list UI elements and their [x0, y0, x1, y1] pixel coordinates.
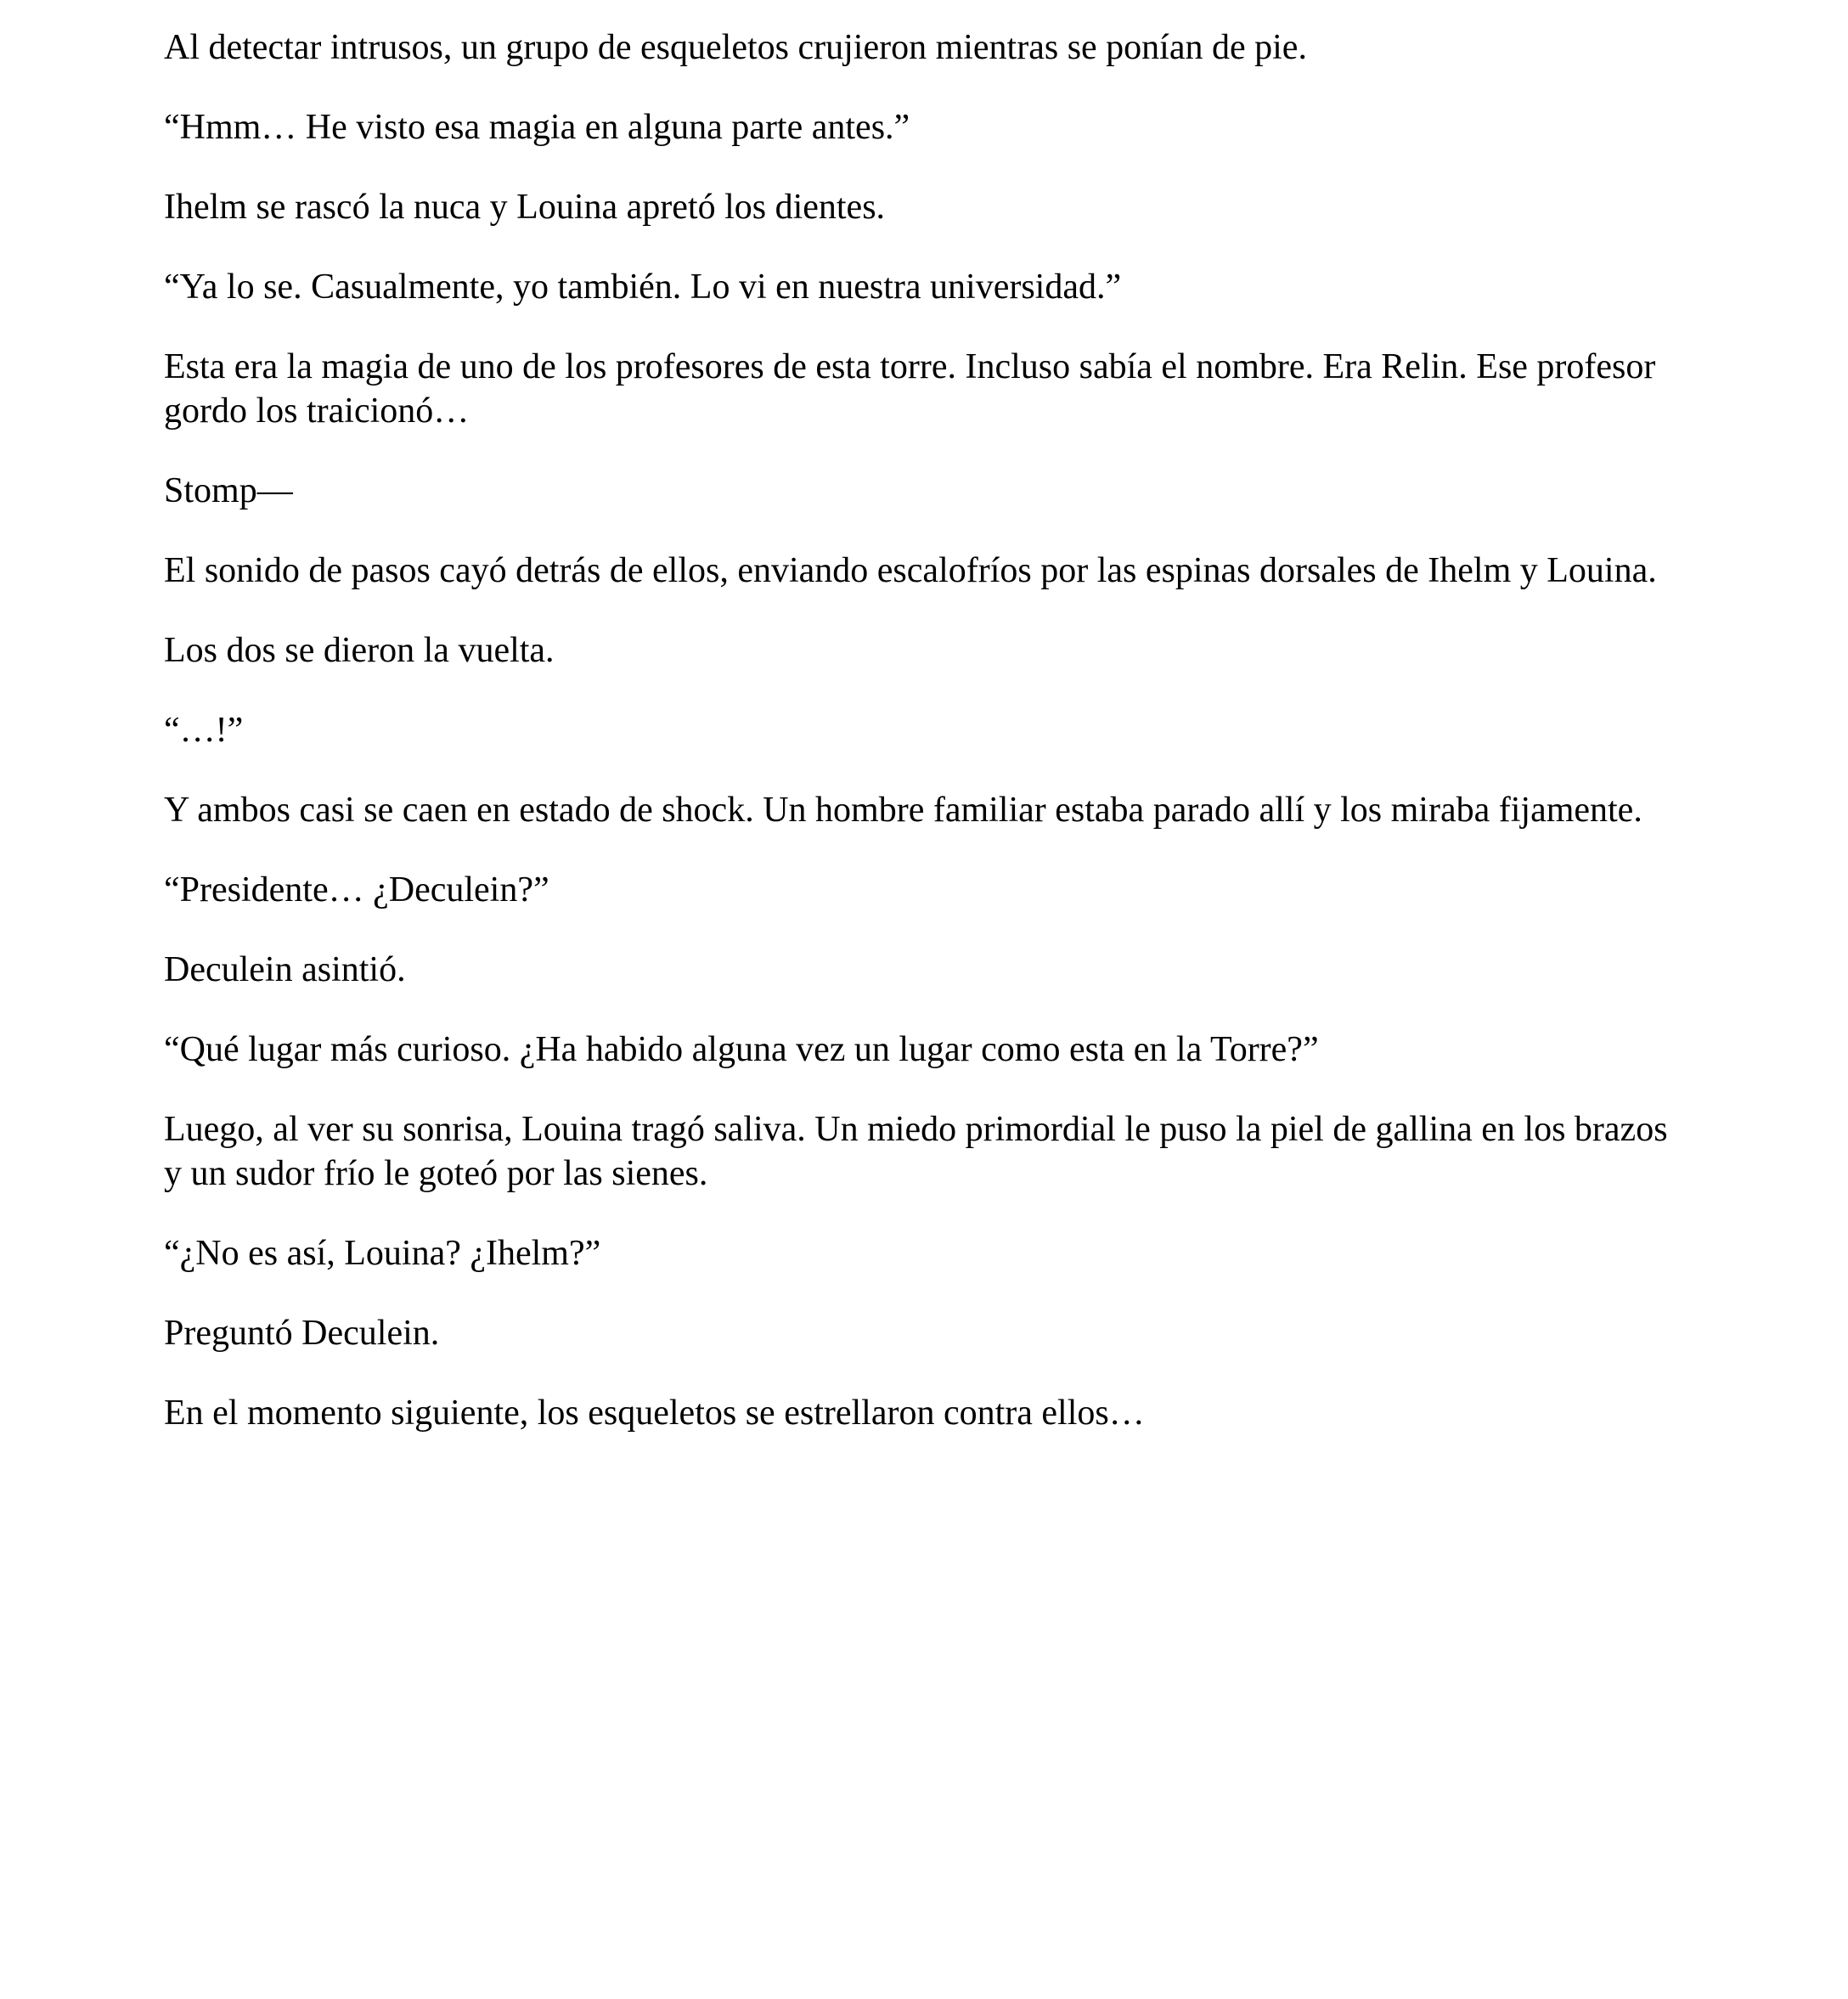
- paragraph: “¿No es así, Louina? ¿Ihelm?”: [164, 1234, 601, 1273]
- paragraph: “Qué lugar más curioso. ¿Ha habido alguna vez un lugar como esta en la Torre?”: [164, 1030, 1319, 1069]
- paragraph: “Presidente… ¿Deculein?”: [164, 870, 549, 909]
- paragraph: Preguntó Deculein.: [164, 1314, 440, 1353]
- paragraph: Los dos se dieron la vuelta.: [164, 631, 555, 670]
- paragraph: Ihelm se rascó la nuca y Louina apretó los dientes.: [164, 188, 886, 227]
- paragraph: Deculein asintió.: [164, 950, 406, 989]
- paragraph: Al detectar intrusos, un grupo de esqueletos crujieron mientras se ponían de pie.: [164, 28, 1307, 67]
- paragraph: “Ya lo se. Casualmente, yo también. Lo vi en nuestra universidad.”: [164, 267, 1122, 307]
- paragraph: “…!”: [164, 711, 244, 750]
- paragraph: Y ambos casi se caen en estado de shock. Un hombre familiar estaba parado allí y los miraba fijamente.: [164, 791, 1642, 830]
- paragraph: El sonido de pasos cayó detrás de ellos, enviando escalofríos por las espinas dorsales de Ihelm y Louina.: [164, 551, 1657, 590]
- paragraph: Stomp—: [164, 471, 293, 510]
- paragraph: Esta era la magia de uno de los profesores de esta torre. Incluso sabía el nombre. Era Relin. Ese profesor gordo los traicionó…: [164, 347, 1656, 431]
- document-body: [164, 25, 1693, 1471]
- paragraph: “Hmm… He visto esa magia en alguna parte antes.”: [164, 108, 910, 147]
- paragraph: En el momento siguiente, los esqueletos se estrellaron contra ellos…: [164, 1394, 1145, 1433]
- paragraph: Luego, al ver su sonrisa, Louina tragó saliva. Un miedo primordial le puso la piel de gallina en los brazos y un sudor frío le goteó por las sienes.: [164, 1110, 1668, 1193]
